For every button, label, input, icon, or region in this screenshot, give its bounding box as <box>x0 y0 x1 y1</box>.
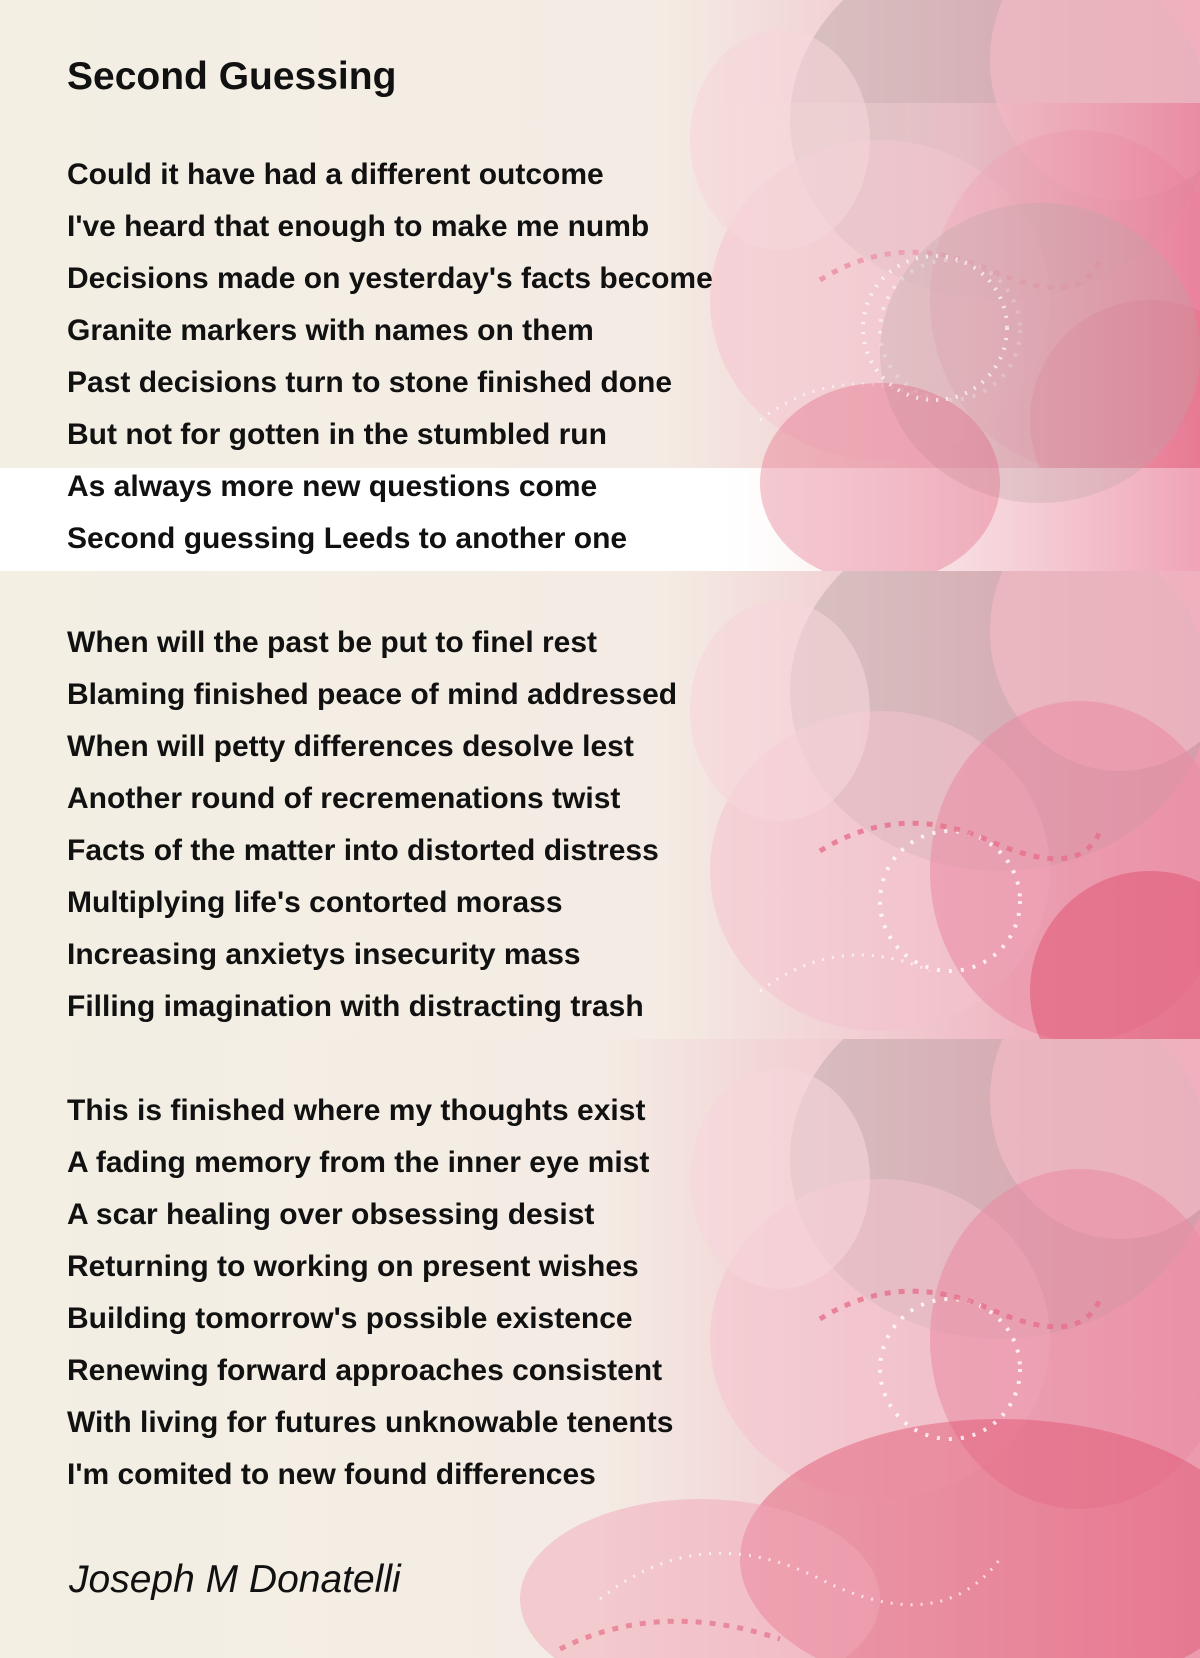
poem-line: Facts of the matter into distorted distress <box>67 834 659 867</box>
poem-line: Returning to working on present wishes <box>67 1250 639 1283</box>
poem-line: Decisions made on yesterday's facts become <box>67 262 713 295</box>
poem-line: A fading memory from the inner eye mist <box>67 1146 650 1179</box>
poem-stanza-3 <box>67 1085 673 1501</box>
poem-stanza-2 <box>67 617 677 1033</box>
poem-line: This is finished where my thoughts exist <box>67 1094 646 1127</box>
poem-line: When will the past be put to finel rest <box>67 626 598 659</box>
poem-line: I'm comited to new found differences <box>67 1458 596 1491</box>
poem-line: When will petty differences desolve lest <box>67 730 634 763</box>
poem-line: I've heard that enough to make me numb <box>67 210 650 243</box>
poem-line: Could it have had a different outcome <box>67 158 604 191</box>
poem-line: A scar healing over obsessing desist <box>67 1198 595 1231</box>
poem-line: Second guessing Leeds to another one <box>67 522 628 555</box>
poem-line: But not for gotten in the stumbled run <box>67 418 607 451</box>
poem-stanza-1 <box>67 149 713 565</box>
poem-line: Multiplying life's contorted morass <box>67 886 563 919</box>
poem-author: Joseph M Donatelli <box>69 1558 401 1601</box>
poem-line: With living for futures unknowable tenents <box>67 1406 674 1439</box>
poem-line: As always more new questions come <box>67 470 598 503</box>
poem-title: Second Guessing <box>67 55 397 98</box>
poem-line: Another round of recremenations twist <box>67 782 621 815</box>
poem-line: Blaming finished peace of mind addressed <box>67 678 678 711</box>
poem-line: Granite markers with names on them <box>67 314 594 347</box>
poem-line: Building tomorrow's possible existence <box>67 1302 633 1335</box>
poem-line: Renewing forward approaches consistent <box>67 1354 663 1387</box>
poem-line: Past decisions turn to stone finished done <box>67 366 673 399</box>
poem-line: Increasing anxietys insecurity mass <box>67 938 581 971</box>
poem-line: Filling imagination with distracting trash <box>67 990 644 1023</box>
